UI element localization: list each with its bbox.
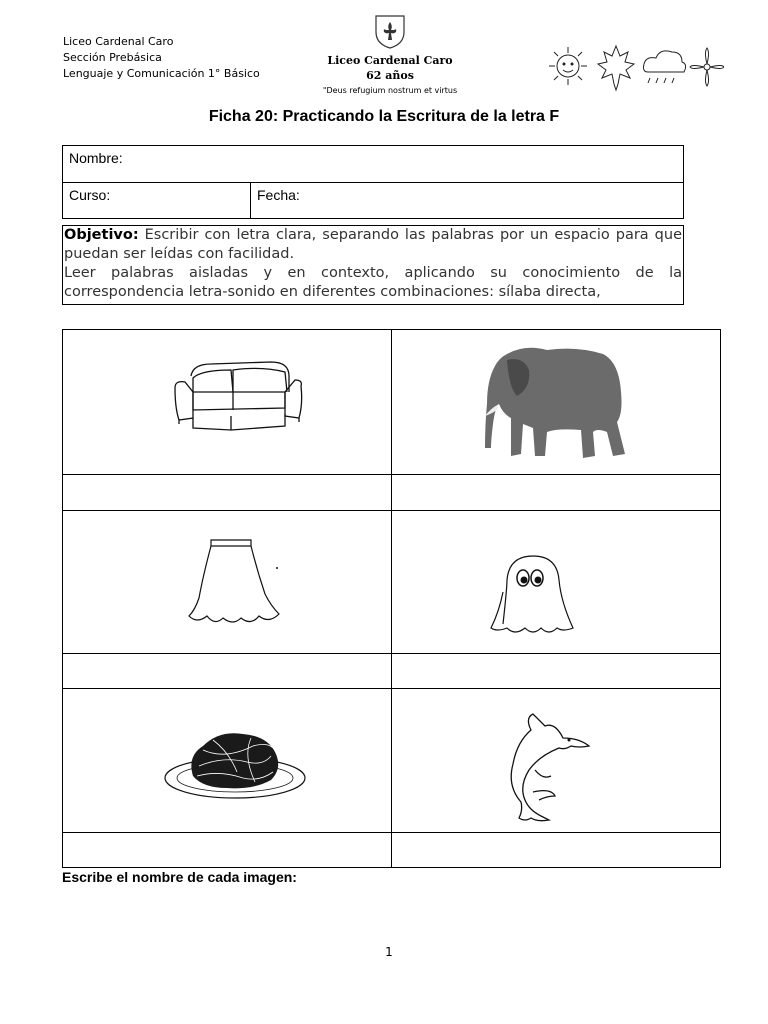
- elephant-icon: [477, 344, 629, 462]
- dolphin-icon: [495, 710, 595, 824]
- answer-cell-skirt[interactable]: [63, 654, 391, 688]
- school-title: [300, 53, 480, 83]
- spaghetti-icon: [163, 726, 307, 802]
- skirt-icon: [185, 536, 285, 628]
- grid-divider-vertical: [391, 330, 392, 867]
- instruction-text: Escribe el nombre de cada imagen:: [62, 869, 297, 885]
- answer-cell-sofa[interactable]: [63, 475, 391, 510]
- student-info-table: [62, 145, 684, 219]
- answer-cell-dolphin[interactable]: [392, 833, 720, 867]
- date-label: Fecha:: [257, 187, 300, 203]
- ghost-icon: [487, 552, 579, 636]
- course-label: Curso:: [69, 187, 111, 203]
- answer-cell-ghost[interactable]: [392, 654, 720, 688]
- school-anniversary: 62 años: [366, 69, 414, 82]
- objective-label: Objetivo:: [64, 227, 139, 243]
- header-line-subject: Lenguaje y Comunicación 1° Básico: [63, 67, 260, 80]
- objective-text-1: Escribir con letra clara, separando las palabras por un espacio para que puedan ser leídas con facilidad.: [64, 227, 682, 262]
- maple-leaf-icon: [598, 46, 634, 90]
- sofa-icon: [171, 358, 305, 436]
- school-motto: "Deus refugium nostrum et virtus: [322, 86, 458, 95]
- objective-line-1: [64, 226, 682, 264]
- header-line-school: Liceo Cardenal Caro: [63, 35, 174, 48]
- worksheet-title: Ficha 20: Practicando la Escritura de la letra F: [208, 108, 560, 125]
- header-left: [63, 34, 260, 82]
- course-field[interactable]: [63, 183, 251, 219]
- school-crest-icon: [374, 14, 406, 50]
- rain-cloud-icon: [644, 51, 686, 83]
- header-line-section: Sección Prebásica: [63, 51, 162, 64]
- school-name: Liceo Cardenal Caro: [327, 54, 453, 67]
- answer-cell-elephant[interactable]: [392, 475, 720, 510]
- decor-icons: [544, 42, 724, 92]
- sun-icon: [549, 47, 587, 85]
- name-field[interactable]: [63, 146, 683, 183]
- page-number: 1: [385, 945, 393, 959]
- grid-divider: [63, 510, 720, 511]
- answer-cell-spaghetti[interactable]: [63, 833, 391, 867]
- picture-grid: [62, 329, 721, 868]
- date-field[interactable]: [251, 183, 683, 219]
- objective-box: [62, 225, 684, 305]
- objective-text-2: Leer palabras aisladas y en contexto, aplicando su conocimiento de la correspondencia letra-sonido en diferentes combinaciones: sílaba directa,: [64, 265, 682, 300]
- name-label: Nombre:: [69, 150, 123, 166]
- flower-icon: [690, 48, 724, 86]
- grid-divider: [63, 688, 720, 689]
